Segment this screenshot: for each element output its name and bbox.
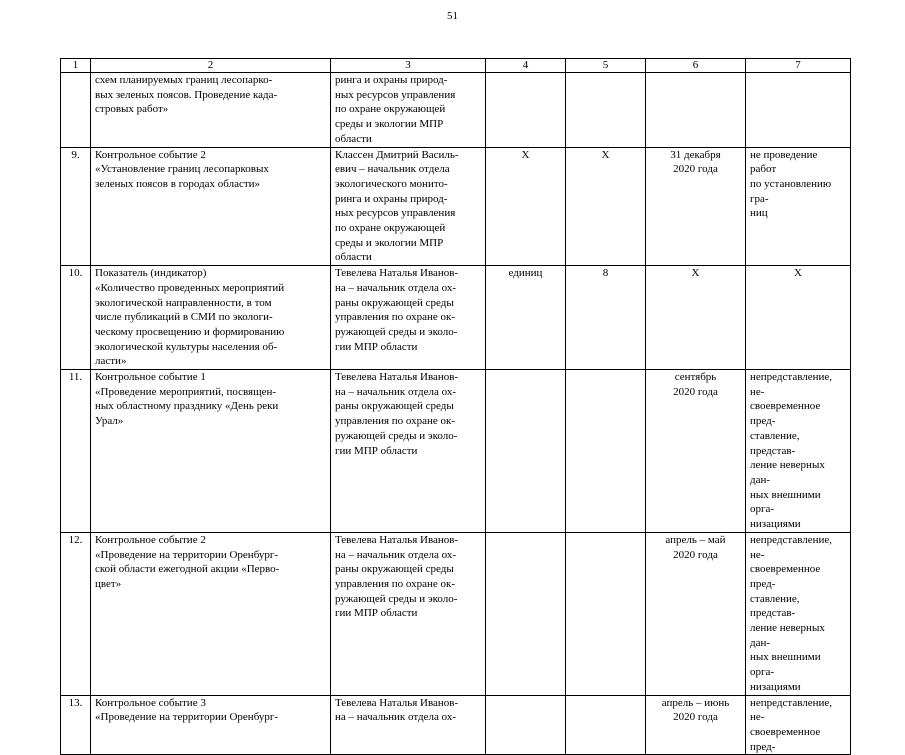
header-cell: 3 xyxy=(331,59,486,73)
row-number-cell: 13. xyxy=(61,695,91,755)
risk-cell: непредставление, не- своевременное пред- xyxy=(746,695,851,755)
value-cell xyxy=(566,695,646,755)
row-number-cell: 12. xyxy=(61,532,91,695)
row-number-cell: 11. xyxy=(61,370,91,533)
responsible-person-cell: Тевелева Наталья Иванов- на – начальник отдела ох- xyxy=(331,695,486,755)
unit-cell: Х xyxy=(486,147,566,266)
value-cell xyxy=(566,73,646,148)
risk-cell: Х xyxy=(746,266,851,370)
event-description-cell: схем планируемых границ лесопарко- вых зеленых поясов. Проведение када- стровых работ» xyxy=(91,73,331,148)
deadline-cell xyxy=(646,73,746,148)
risk-cell: непредставление, не- своевременное пред- ставление, представ- ление неверных дан- ных внешними орга- низациями xyxy=(746,532,851,695)
table-row xyxy=(61,532,851,695)
table-row xyxy=(61,370,851,533)
responsible-person-cell: ринга и охраны природ- ных ресурсов управления по охране окружающей среды и экологии МПР области xyxy=(331,73,486,148)
value-cell: 8 xyxy=(566,266,646,370)
row-number-cell xyxy=(61,73,91,148)
table-header-row xyxy=(61,59,851,73)
event-description-cell: Показатель (индикатор) «Количество проведенных мероприятий экологической направленности, в том числе публикаций в СМИ по экологи- ческому просвещению и формированию экологической культуры населения об- ласти» xyxy=(91,266,331,370)
deadline-cell: сентябрь 2020 года xyxy=(646,370,746,533)
responsible-person-cell: Классен Дмитрий Василь- евич – начальник отдела экологического монито- ринга и охраны природ- ных ресурсов управления по охране окружающей среды и экологии МПР области xyxy=(331,147,486,266)
page-number: 51 xyxy=(447,10,458,22)
risk-cell: не проведение работ по установлению гра- ниц xyxy=(746,147,851,266)
unit-cell xyxy=(486,695,566,755)
header-cell: 2 xyxy=(91,59,331,73)
plan-table xyxy=(60,58,851,755)
header-cell: 1 xyxy=(61,59,91,73)
header-cell: 5 xyxy=(566,59,646,73)
deadline-cell: 31 декабря 2020 года xyxy=(646,147,746,266)
unit-cell xyxy=(486,370,566,533)
table-row xyxy=(61,695,851,755)
risk-cell: непредставление, не- своевременное пред- ставление, представ- ление неверных дан- ных внешними орга- низациями xyxy=(746,370,851,533)
event-description-cell: Контрольное событие 2 «Установление границ лесопарковых зеленых поясов в городах области» xyxy=(91,147,331,266)
deadline-cell: апрель – июнь 2020 года xyxy=(646,695,746,755)
responsible-person-cell: Тевелева Наталья Иванов- на – начальник отдела ох- раны окружающей среды управления по охране ок- ружающей среды и эколо- гии МПР области xyxy=(331,266,486,370)
event-description-cell: Контрольное событие 1 «Проведение мероприятий, посвящен- ных областному празднику «День реки Урал» xyxy=(91,370,331,533)
table-row xyxy=(61,147,851,266)
deadline-cell: апрель – май 2020 года xyxy=(646,532,746,695)
responsible-person-cell: Тевелева Наталья Иванов- на – начальник отдела ох- раны окружающей среды управления по охране ок- ружающей среды и эколо- гии МПР области xyxy=(331,370,486,533)
table-row xyxy=(61,266,851,370)
event-description-cell: Контрольное событие 3 «Проведение на территории Оренбург- xyxy=(91,695,331,755)
unit-cell: единиц xyxy=(486,266,566,370)
risk-cell xyxy=(746,73,851,148)
row-number-cell: 9. xyxy=(61,147,91,266)
header-cell: 6 xyxy=(646,59,746,73)
header-cell: 4 xyxy=(486,59,566,73)
unit-cell xyxy=(486,73,566,148)
deadline-cell: Х xyxy=(646,266,746,370)
header-cell: 7 xyxy=(746,59,851,73)
responsible-person-cell: Тевелева Наталья Иванов- на – начальник отдела ох- раны окружающей среды управления по охране ок- ружающей среды и эколо- гии МПР области xyxy=(331,532,486,695)
value-cell xyxy=(566,532,646,695)
unit-cell xyxy=(486,532,566,695)
table-row xyxy=(61,73,851,148)
row-number-cell: 10. xyxy=(61,266,91,370)
event-description-cell: Контрольное событие 2 «Проведение на территории Оренбург- ской области ежегодной акции «Перво- цвет» xyxy=(91,532,331,695)
value-cell: Х xyxy=(566,147,646,266)
value-cell xyxy=(566,370,646,533)
